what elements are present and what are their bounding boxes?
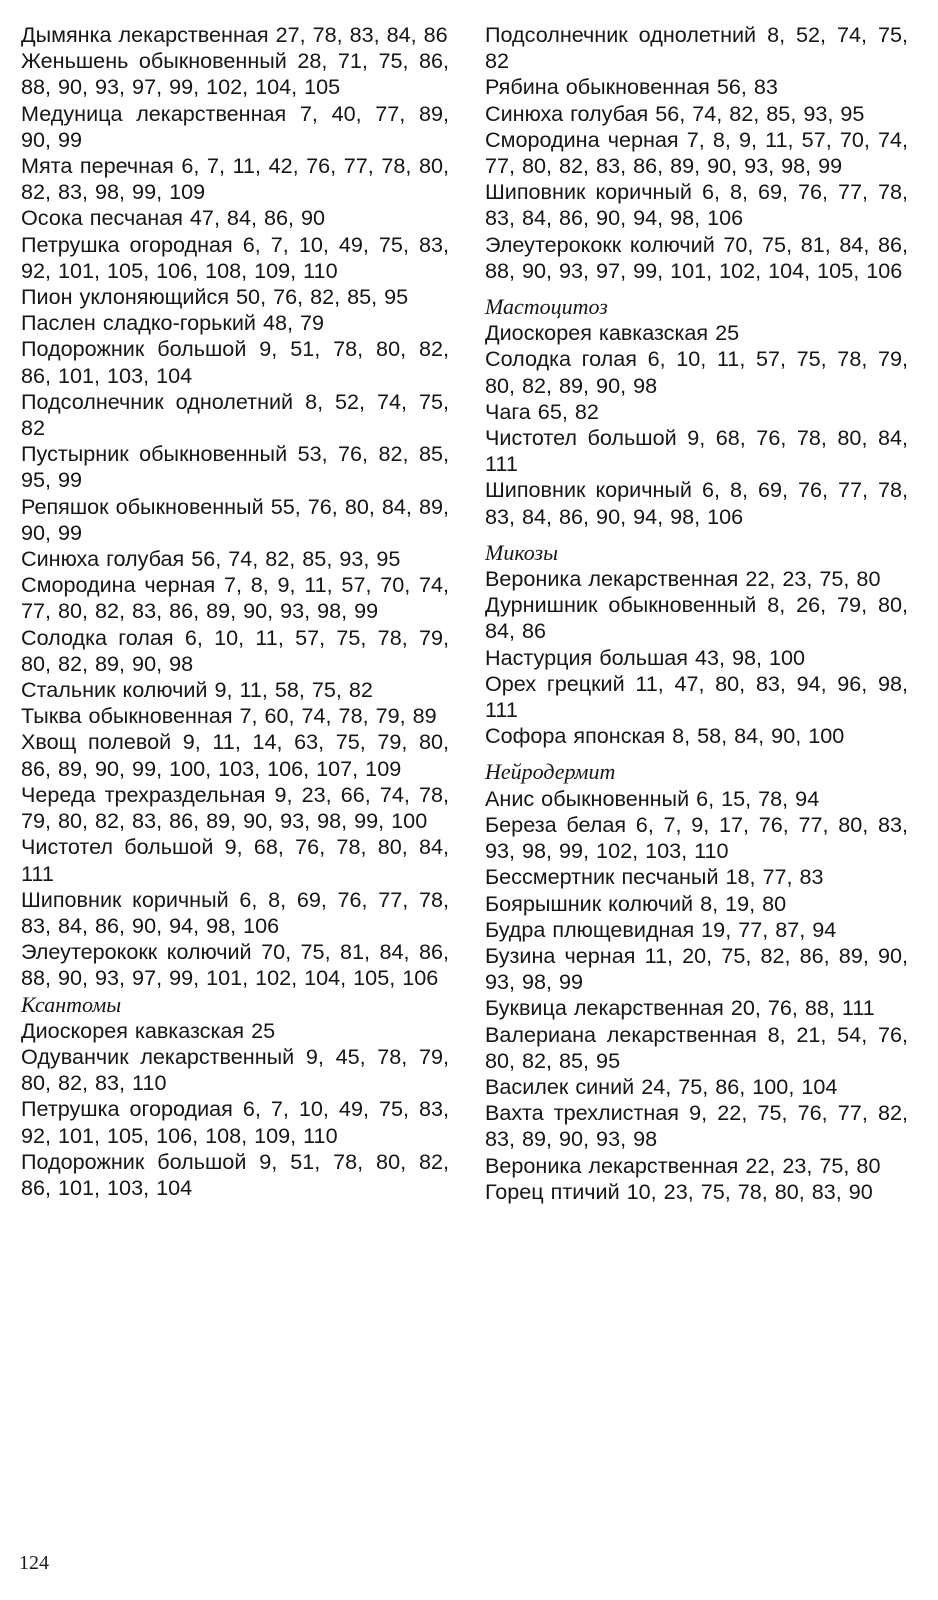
index-entry: Подсолнечник однолетний 8, 52, 74, 75, 82 <box>21 388 449 441</box>
index-entry: Элеутерококк колючий 70, 75, 81, 84, 86, 88, 90, 93, 97, 99, 101, 102, 104, 105, 106 <box>485 231 908 283</box>
index-entry: Анис обыкновенный 6, 15, 78, 94 <box>485 785 820 811</box>
index-entry: Подорожник большой 9, 51, 78, 80, 82, 86, 101, 103, 104 <box>21 336 449 388</box>
index-entry: Рябина обыкновенная 56, 83 <box>485 74 778 100</box>
index-entry: Медуница лекарственная 7, 40, 77, 89, 90, 99 <box>21 100 449 152</box>
index-entry: Диоскорея кавказская 25 <box>485 320 740 346</box>
index-entry: Паслен сладко-горький 48, 79 <box>21 310 325 336</box>
index-entry: Настурция большая 43, 98, 100 <box>485 644 806 670</box>
index-entry: Бессмертник песчаный 18, 77, 83 <box>485 864 824 890</box>
section-heading: Ксантомы <box>21 991 122 1017</box>
index-entry: Вахта трехлистная 9, 22, 75, 76, 77, 82, 83, 89, 90, 93, 98 <box>485 1100 908 1152</box>
index-entry: Буквица лекарственная 20, 76, 88, 111 <box>485 995 875 1021</box>
index-entry: Петрушка огородная 6, 7, 10, 49, 75, 83, 92, 101, 105, 106, 108, 109, 110 <box>21 231 449 283</box>
index-entry: Чага 65, 82 <box>485 398 599 424</box>
index-entry: Будра плющевидная 19, 77, 87, 94 <box>485 916 837 942</box>
index-entry: Репяшок обыкновенный 55, 76, 80, 84, 89, 90, 99 <box>21 493 449 545</box>
index-entry: Пион уклоняющийся 50, 76, 82, 85, 95 <box>21 284 409 310</box>
index-entry: Софора японская 8, 58, 84, 90, 100 <box>485 723 845 749</box>
index-entry: Синюха голубая 56, 74, 82, 85, 93, 95 <box>485 100 865 126</box>
index-entry: Горец птичий 10, 23, 75, 78, 80, 83, 90 <box>485 1178 873 1204</box>
index-entry: Валериана лекарственная 8, 21, 54, 76, 80, 82, 85, 95 <box>485 1021 908 1073</box>
index-entry: Солодка голая 6, 10, 11, 57, 75, 78, 79, 80, 82, 89, 90, 98 <box>21 624 449 676</box>
index-entry: Бузина черная 11, 20, 75, 82, 86, 89, 90, 93, 98, 99 <box>485 942 908 995</box>
index-entry: Шиповник коричный 6, 8, 69, 76, 77, 78, 83, 84, 86, 90, 94, 98, 106 <box>485 477 908 529</box>
index-entry: Дурнишник обыкновенный 8, 26, 79, 80, 84, 86 <box>485 592 908 644</box>
index-entry: Боярышник колючий 8, 19, 80 <box>485 890 787 916</box>
page-number: 124 <box>19 1552 49 1574</box>
index-entry: Хвощ полевой 9, 11, 14, 63, 75, 79, 80, 86, 89, 90, 99, 100, 103, 106, 107, 109 <box>21 729 449 781</box>
index-entry: Синюха голубая 56, 74, 82, 85, 93, 95 <box>21 546 401 572</box>
index-entry: Подорожник большой 9, 51, 78, 80, 82, 86, 101, 103, 104 <box>21 1148 449 1200</box>
index-entry: Смородина черная 7, 8, 9, 11, 57, 70, 74, 77, 80, 82, 83, 86, 89, 90, 93, 98, 99 <box>485 126 908 179</box>
index-entry: Женьшень обыкновенный 28, 71, 75, 86, 88, 90, 93, 97, 99, 102, 104, 105 <box>21 48 449 100</box>
index-entry: Дымянка лекарственная 27, 78, 83, 84, 86 <box>21 22 448 47</box>
index-entry: Вероника лекарственная 22, 23, 75, 80 <box>485 566 881 592</box>
index-entry: Стальник колючий 9, 11, 58, 75, 82 <box>21 677 373 703</box>
index-entry: Чистотел большой 9, 68, 76, 78, 80, 84, 111 <box>485 425 908 477</box>
index-entry: Осока песчаная 47, 84, 86, 90 <box>21 205 325 231</box>
section-heading: Нейродермит <box>485 759 616 785</box>
index-entry: Тыква обыкновенная 7, 60, 74, 78, 79, 89 <box>21 703 437 729</box>
index-entry: Шиповник коричный 6, 8, 69, 76, 77, 78, 83, 84, 86, 90, 94, 98, 106 <box>21 886 449 938</box>
right-column <box>483 22 908 1205</box>
left-column <box>19 22 449 1201</box>
index-entry: Подсолнечник однолетний 8, 52, 74, 75, 82 <box>485 22 908 74</box>
index-entry: Вероника лекарственная 22, 23, 75, 80 <box>485 1152 881 1178</box>
section-heading: Мастоцитоз <box>485 294 608 320</box>
index-entry: Элеутерококк колючий 70, 75, 81, 84, 86, 88, 90, 93, 97, 99, 101, 102, 104, 105, 106 <box>21 939 449 991</box>
index-entry: Береза белая 6, 7, 9, 17, 76, 77, 80, 83, 93, 98, 99, 102, 103, 110 <box>485 811 908 864</box>
index-entry: Смородина черная 7, 8, 9, 11, 57, 70, 74, 77, 80, 82, 83, 86, 89, 90, 93, 98, 99 <box>21 572 449 624</box>
index-entry: Чистотел большой 9, 68, 76, 78, 80, 84, 111 <box>21 834 449 886</box>
index-entry: Диоскорея кавказская 25 <box>21 1017 276 1043</box>
index-entry: Петрушка огородиая 6, 7, 10, 49, 75, 83, 92, 101, 105, 106, 108, 109, 110 <box>21 1096 449 1148</box>
index-entry: Череда трехраздельная 9, 23, 66, 74, 78, 79, 80, 82, 83, 86, 89, 90, 93, 98, 99, 100 <box>21 781 449 834</box>
index-entry: Солодка голая 6, 10, 11, 57, 75, 78, 79, 80, 82, 89, 90, 98 <box>485 346 908 398</box>
index-entry: Шиповник коричный 6, 8, 69, 76, 77, 78, 83, 84, 86, 90, 94, 98, 106 <box>485 179 908 231</box>
section-heading: Микозы <box>485 539 558 565</box>
index-entry: Мята перечная 6, 7, 11, 42, 76, 77, 78, 80, 82, 83, 98, 99, 109 <box>21 153 449 205</box>
index-entry: Василек синий 24, 75, 86, 100, 104 <box>485 1073 838 1099</box>
index-entry: Орех грецкий 11, 47, 80, 83, 94, 96, 98, 111 <box>485 670 908 723</box>
index-entry: Одуванчик лекарственный 9, 45, 78, 79, 80, 82, 83, 110 <box>21 1043 449 1096</box>
index-entry: Пустырник обыкновенный 53, 76, 82, 85, 95, 99 <box>21 441 449 493</box>
